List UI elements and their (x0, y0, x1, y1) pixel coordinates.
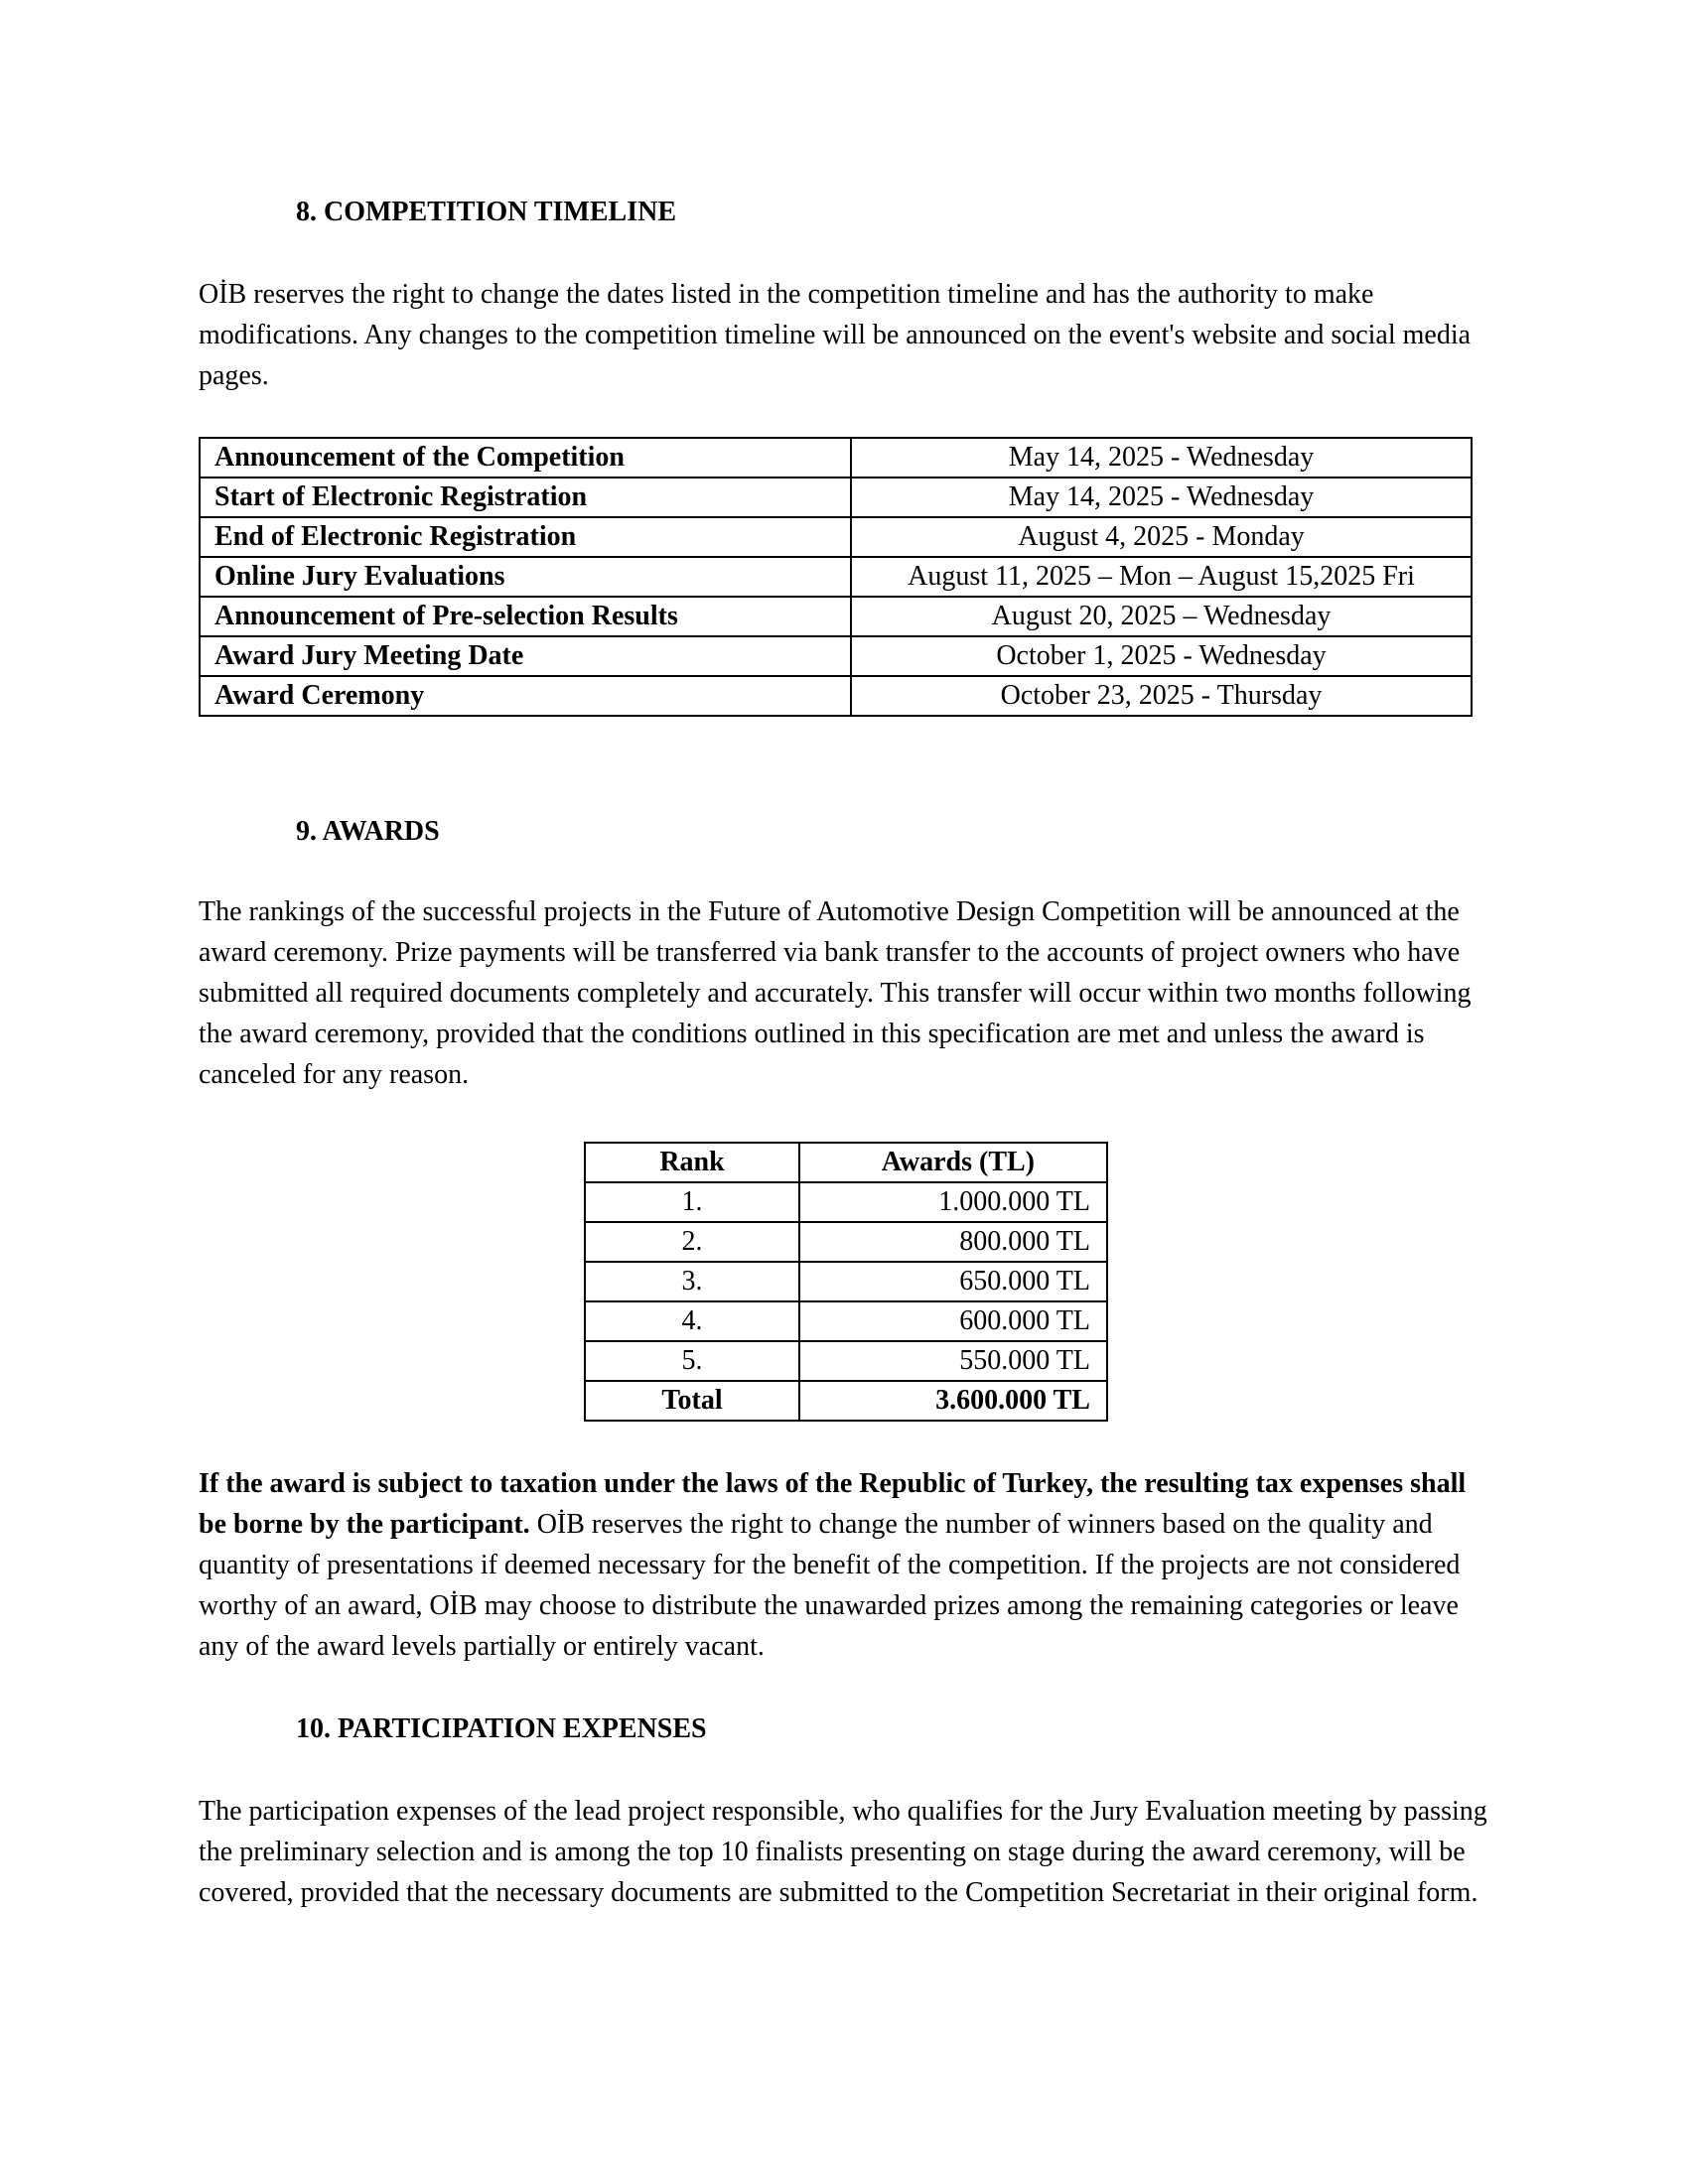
award-cell: 650.000 TL (799, 1262, 1107, 1301)
rank-column-header: Rank (585, 1143, 799, 1182)
timeline-date: August 20, 2025 – Wednesday (851, 597, 1472, 636)
timeline-date: August 11, 2025 – Mon – August 15,2025 Fri (851, 557, 1472, 597)
section-8-paragraph: OİB reserves the right to change the dates listed in the competition timeline and has the authority to make modifications. Any changes to the competition timeline will be announced on the event's website and social media pages. (199, 279, 1472, 391)
timeline-date: October 1, 2025 - Wednesday (851, 636, 1472, 676)
table-row (585, 1262, 1107, 1301)
table-row (200, 438, 1472, 478)
section-10-paragraph: The participation expenses of the lead project responsible, who qualifies for the Jury Evaluation meeting by passing the preliminary selection and is among the top 10 finalists presenting on stage during the award ceremony, will be covered, provided that the necessary documents are submitted to the Competition Secretariat in their original form. (199, 1796, 1487, 1908)
tax-rest-text: OİB reserves the right to change the number of winners based on the quality and quantity of presentations if deemed necessary for the benefit of the competition. If the projects are not considered worthy of an award, OİB may choose to distribute the unawarded prizes among the remaining categories or leave any of the award levels partially or entirely vacant. (199, 1509, 1461, 1662)
table-row (585, 1301, 1107, 1341)
section-8-heading: 8. COMPETITION TIMELINE (296, 197, 676, 227)
total-value: 3.600.000 TL (799, 1381, 1107, 1421)
award-cell: 600.000 TL (799, 1301, 1107, 1341)
rank-cell: 1. (585, 1182, 799, 1222)
rank-cell: 2. (585, 1222, 799, 1262)
total-row (585, 1381, 1107, 1421)
table-row (200, 676, 1472, 716)
timeline-date: October 23, 2025 - Thursday (851, 676, 1472, 716)
timeline-event: Online Jury Evaluations (200, 557, 851, 597)
timeline-event: Announcement of the Competition (200, 438, 851, 478)
timeline-table (199, 437, 1473, 717)
table-row (200, 478, 1472, 517)
timeline-event: Start of Electronic Registration (200, 478, 851, 517)
table-row (200, 517, 1472, 557)
award-cell: 550.000 TL (799, 1341, 1107, 1381)
table-row (585, 1341, 1107, 1381)
timeline-event: End of Electronic Registration (200, 517, 851, 557)
table-row (200, 557, 1472, 597)
tax-paragraph (199, 1463, 1499, 1667)
awards-column-header: Awards (TL) (799, 1143, 1107, 1182)
section-9-paragraph: The rankings of the successful projects in the Future of Automotive Design Competition will be announced at the award ceremony. Prize payments will be transferred via bank transfer to the accounts of project owners who have submitted all required documents completely and accurately. This transfer will occur within two months following the award ceremony, provided that the conditions outlined in this specification are met and unless the award is canceled for any reason. (199, 896, 1472, 1090)
table-row (200, 597, 1472, 636)
table-row (200, 636, 1472, 676)
rank-cell: 4. (585, 1301, 799, 1341)
award-cell: 800.000 TL (799, 1222, 1107, 1262)
table-header-row (585, 1143, 1107, 1182)
award-cell: 1.000.000 TL (799, 1182, 1107, 1222)
section-9-heading: 9. AWARDS (296, 816, 440, 847)
rank-cell: 5. (585, 1341, 799, 1381)
tax-bold-text: If the award is subject to taxation under the laws of the Republic of Turkey, the resulting tax expenses shall be borne by the participant. (199, 1468, 1467, 1540)
timeline-event: Award Jury Meeting Date (200, 636, 851, 676)
table-row (585, 1222, 1107, 1262)
timeline-event: Award Ceremony (200, 676, 851, 716)
awards-table (584, 1142, 1108, 1422)
timeline-date: May 14, 2025 - Wednesday (851, 438, 1472, 478)
timeline-date: May 14, 2025 - Wednesday (851, 478, 1472, 517)
rank-cell: 3. (585, 1262, 799, 1301)
timeline-event: Announcement of Pre-selection Results (200, 597, 851, 636)
timeline-date: August 4, 2025 - Monday (851, 517, 1472, 557)
total-label: Total (585, 1381, 799, 1421)
section-10-heading: 10. PARTICIPATION EXPENSES (296, 1713, 707, 1744)
table-row (585, 1182, 1107, 1222)
